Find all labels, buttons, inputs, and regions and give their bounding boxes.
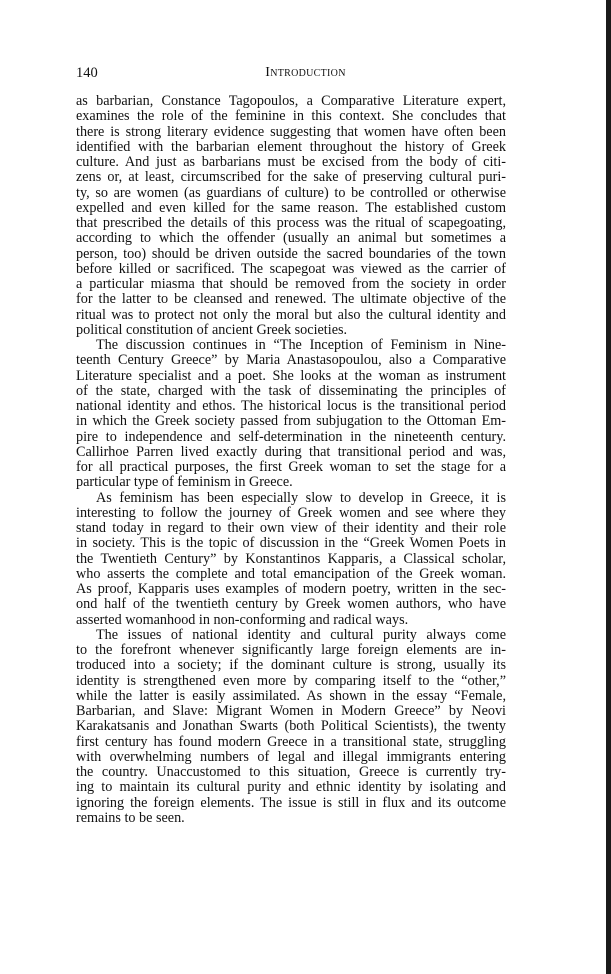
text-line: national identity and ethos. The historical locus is the transitional period: [76, 399, 506, 414]
text-line: before killed or sacrificed. The scapegoat was viewed as the carrier of: [76, 261, 506, 277]
text-line: that prescribed the details of this process was the ritual of scapegoating,: [76, 216, 506, 231]
text-line: ond half of the twentieth century by Greek women authors, who have: [76, 597, 506, 613]
text-line: ignoring the foreign elements. The issue is still in flux and its outcome: [76, 795, 506, 811]
page-edge-shadow: [606, 0, 611, 974]
paragraph: [76, 491, 506, 628]
text-line: to the forefront whenever significantly large foreign elements are in-: [76, 643, 506, 658]
running-head: [0, 65, 611, 81]
text-line: political constitution of ancient Greek societies.: [76, 322, 348, 338]
text-line: while the latter is easily assimilated. As shown in the essay “Female,: [76, 688, 506, 704]
text-line: culture. And just as barbarians must be excised from the body of citi-: [76, 155, 506, 170]
text-line: who asserts the complete and total emancipation of the Greek woman.: [76, 566, 506, 582]
paragraph: [76, 94, 506, 338]
text-line: for all practical purposes, the first Greek woman to set the stage for a: [76, 460, 506, 475]
text-line: Callirhoe Parren lived exactly during that transitional period and was,: [76, 444, 506, 460]
body-text: [76, 94, 506, 826]
text-line: Barbarian, and Slave: Migrant Women in Modern Greece” by Neovi: [76, 704, 506, 719]
text-line: as barbarian, Constance Tagopoulos, a Comparative Literature expert,: [76, 94, 506, 109]
text-line: asserted womanhood in non-conforming and radical ways.: [76, 612, 409, 628]
text-line: zens or, at least, circumscribed for the sake of preserving cultural puri-: [76, 170, 506, 186]
text-line: in society. This is the topic of discussion in the “Greek Women Poets in: [76, 536, 506, 552]
text-line: teenth Century Greece” by Maria Anastasopoulou, also a Comparative: [76, 353, 506, 369]
text-line: interesting to follow the journey of Greek women and see where they: [76, 505, 506, 521]
text-line: As proof, Kapparis uses examples of modern poetry, written in the sec-: [76, 582, 506, 597]
text-line: the country. Unaccustomed to this situation, Greece is currently try-: [76, 765, 506, 780]
running-head-text: Introduction: [265, 65, 346, 80]
text-line: with overwhelming numbers of legal and illegal immigrants entering: [76, 749, 506, 765]
text-line: troduced into a society; if the dominant culture is strong, usually its: [76, 658, 506, 674]
text-line: identified with the barbarian element throughout the history of Greek: [76, 139, 506, 155]
text-line: ty, so are women (as guardians of culture) to be controlled or otherwise: [76, 185, 506, 201]
text-line: first century has found modern Greece in a transitional state, struggling: [76, 734, 506, 750]
text-line: ritual was to protect not only the moral but also the cultural identity and: [76, 307, 506, 323]
text-line: for the latter to be cleansed and renewed. The ultimate objective of the: [76, 292, 506, 308]
text-line: identity is strengthened even more by comparing itself to the “other,”: [76, 673, 506, 689]
page-number: 140: [76, 65, 98, 81]
text-line: expelled and even killed for the same reason. The established custom: [76, 200, 506, 216]
text-line: Literature specialist and a poet. She looks at the woman as instrument: [76, 368, 506, 384]
text-line: remains to be seen.: [76, 810, 185, 826]
text-line: Karakatsanis and Jonathan Swarts (both Political Scientists), the twenty: [76, 719, 506, 735]
text-line: The issues of national identity and cultural purity always come: [96, 627, 506, 643]
text-line: there is strong literary evidence suggesting that women have often been: [76, 124, 506, 140]
text-line: according to which the offender (usually an animal but sometimes a: [76, 231, 506, 247]
text-line: The discussion continues in “The Inception of Feminism in Nine-: [96, 338, 506, 353]
paragraph: [76, 628, 506, 826]
text-line: particular type of feminism in Greece.: [76, 475, 293, 491]
text-line: a particular miasma that should be removed from the society in order: [76, 277, 506, 292]
paragraph: [76, 338, 506, 491]
text-line: pire to independence and self-determination in the nineteenth century.: [76, 429, 506, 445]
text-line: person, too) should be driven outside the sacred boundaries of the town: [76, 246, 506, 262]
text-line: in which the Greek society passed from subjugation to the Ottoman Em-: [76, 414, 506, 430]
text-line: As feminism has been especially slow to develop in Greece, it is: [96, 490, 506, 506]
text-line: the Twentieth Century” by Konstantinos Kapparis, a Classical scholar,: [76, 551, 506, 567]
text-line: stand today in regard to their own view of their identity and their role: [76, 521, 506, 536]
text-line: of the state, charged with the task of disseminating the principles of: [76, 383, 506, 399]
text-line: ing to maintain its cultural purity and ethnic identity by isolating and: [76, 780, 506, 796]
text-line: examines the role of the feminine in this context. She concludes that: [76, 109, 506, 125]
